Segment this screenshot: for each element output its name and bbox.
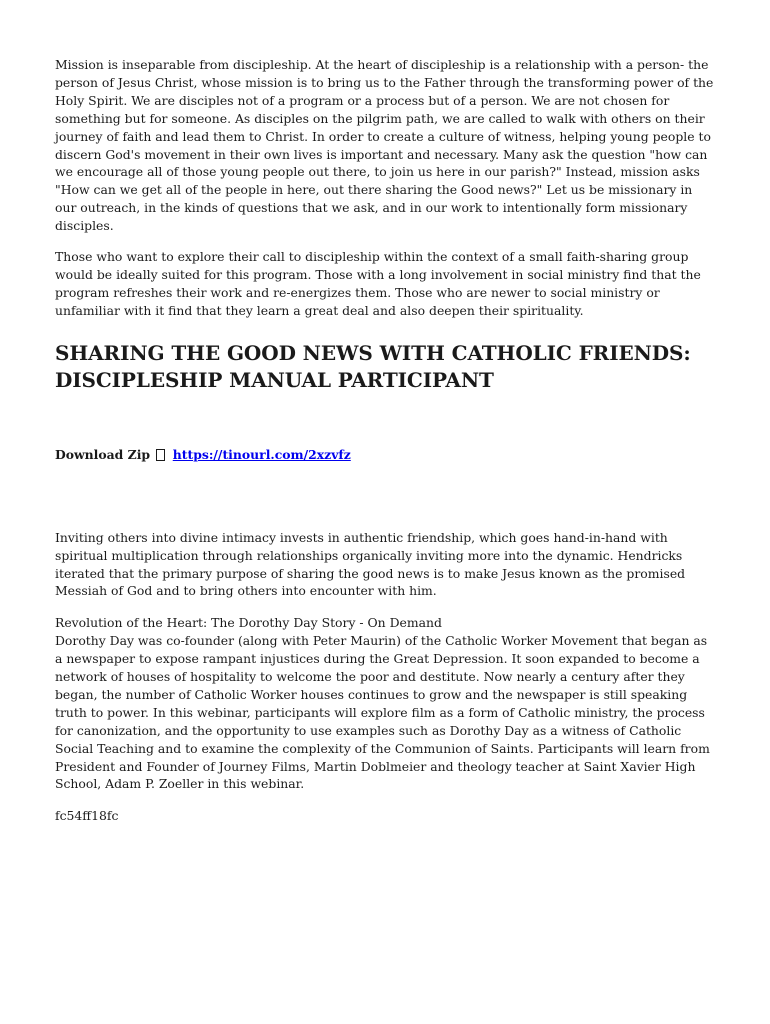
paragraph-inviting: Inviting others into divine intimacy invests in authentic friendship, which goes hand-in-hand with spiritual multiplication through relationships organically inviting more into the dynamic. Hendricks iterated that the primary purpose of sharing the good news is to make Jesus known as the promised Messiah of God and to bring others into encounter with him. — [55, 529, 686, 599]
paragraph-mission: Mission is inseparable from discipleship. At the heart of discipleship is a relationship with a person- the person of Jesus Christ, whose mission is to bring us to the Father through the transforming power of the Holy Spirit. We are disciples not of a program or a process but of a person. We are not chosen for something but for someone. As disciples on the pilgrim path, we are called to walk with others on their journey of faith and lead them to Christ. In order to create a culture of witness, helping young people to discern God's movement in their own lives is important and necessary. Many ask the question "how can we encourage all of those young people out there, to join us here in our parish?" Instead, mission asks "How can we get all of the people in here, out there sharing the Good news?" Let us be missionary in our outreach, in the kinds of questions that we ask, and in our work to intentionally form missionary disciples. — [55, 57, 714, 234]
missing-glyph-icon — [156, 449, 165, 461]
footer-code: fc54ff18fc — [55, 808, 119, 824]
paragraph-explore: Those who want to explore their call to discipleship within the context of a small faith-sharing group would be ideally suited for this program. Those with a long involvement in social ministry find that the program refreshes their work and re-energizes them. Those who are newer to social ministry or unfamiliar with it find that they learn a great deal and also deepen their spirituality. — [55, 249, 701, 318]
paragraph-dorothy: Dorothy Day was co-founder (along with Peter Maurin) of the Catholic Worker Movement that began as a newspaper to expose rampant injustices during the Great Depression. It soon expanded to become a network of houses of hospitality to welcome the poor and destitute. Now nearly a century after they began, the number of Catholic Worker houses continues to grow and the newspaper is still speaking truth to power. In this webinar, participants will explore film as a form of Catholic ministry, the process for canonization, and the opportunity to use examples such as Dorothy Day as a witness of Catholic Social Teaching and to examine the complexity of the Communion of Saints. Participants will learn from President and Founder of Journey Films, Martin Doblmeier and theology teacher at Saint Xavier High School, Adam P. Zoeller in this webinar. — [55, 633, 710, 792]
download-link[interactable]: https://tinourl.com/2xzvfz — [172, 446, 351, 462]
document-page — [55, 56, 717, 825]
download-label: Download Zip — [55, 446, 151, 462]
paragraph-revolution-title: Revolution of the Heart: The Dorothy Day Story - On Demand — [55, 615, 442, 631]
page-title: SHARING THE GOOD NEWS WITH CATHOLIC FRIENDS: DISCIPLESHIP MANUAL PARTICIPANT — [55, 340, 691, 392]
download-line — [55, 446, 717, 464]
